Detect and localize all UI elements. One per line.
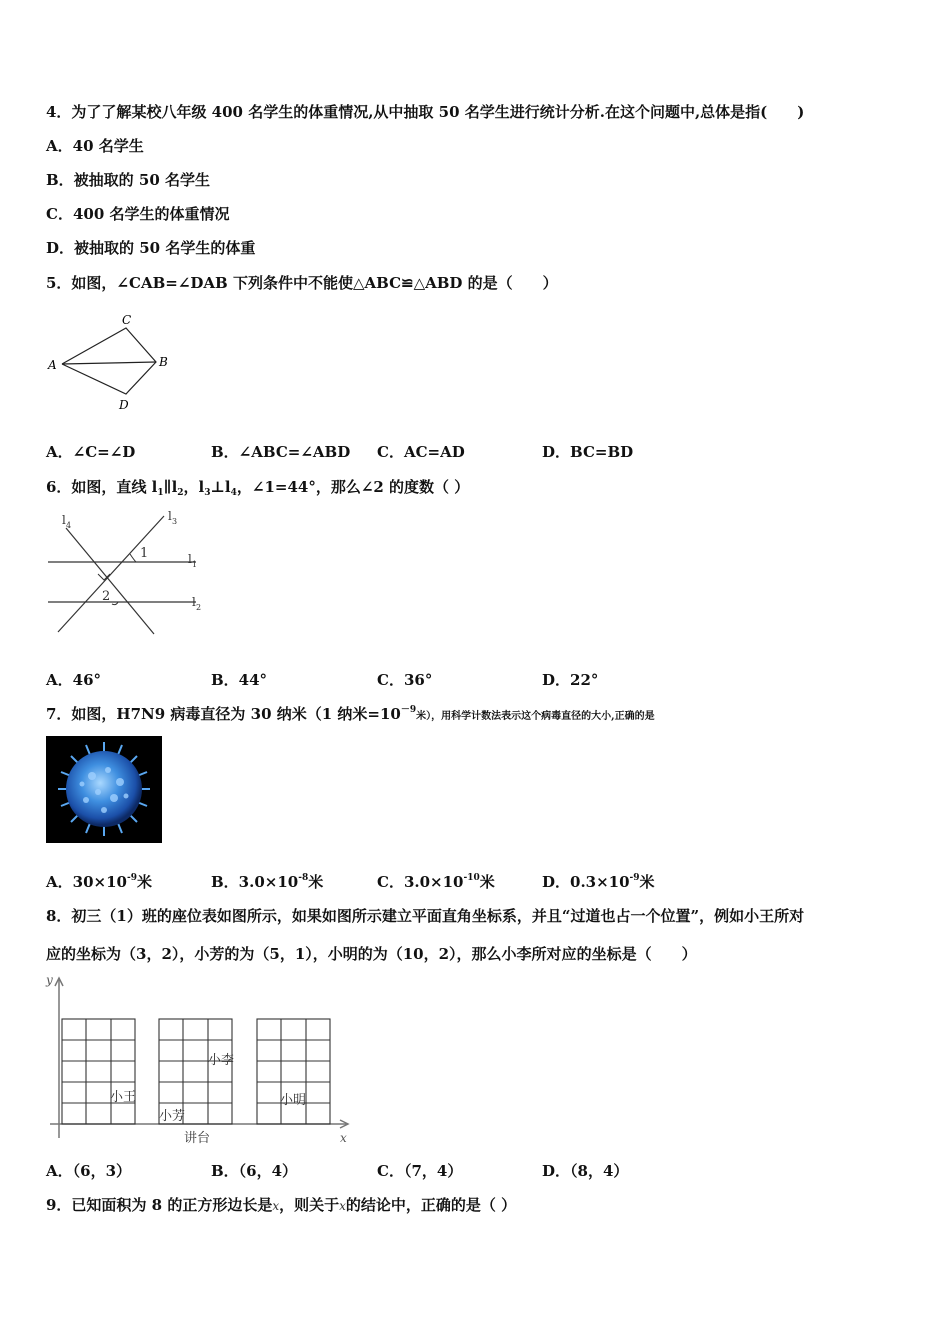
label-l1: l xyxy=(188,552,192,566)
q7-option-d[interactable]: D．$0.3\times 10^{-9}$米 xyxy=(542,873,655,891)
q4-option-c[interactable]: C．400 名学生的体重情况 xyxy=(46,205,230,223)
q4-option-d[interactable]: D．被抽取的 50 名学生的体重 xyxy=(46,239,256,257)
q5-option-a[interactable]: A．∠C=∠D xyxy=(46,443,136,461)
seat-xiaoming: 小明 xyxy=(280,1093,307,1108)
y-axis-label: y xyxy=(46,973,53,987)
q8-option-c[interactable]: C．（7，4） xyxy=(377,1162,463,1180)
q6-lines-figure xyxy=(46,508,211,638)
q4-stem: 4．为了了解某校八年级 400 名学生的体重情况,从中抽取 50 名学生进行统计分析.在这个问题中,总体是指( ) xyxy=(46,103,805,121)
angle-1-label: 1 xyxy=(140,546,149,561)
podium-label: 讲台 xyxy=(184,1131,211,1146)
label-a: A xyxy=(48,358,57,372)
q4-option-a[interactable]: A．40 名学生 xyxy=(46,137,144,155)
q8-option-d[interactable]: D．（8，4） xyxy=(542,1162,629,1180)
q6-option-a[interactable]: A．46° xyxy=(46,671,102,689)
q8-option-a[interactable]: A．（6，3） xyxy=(46,1162,132,1180)
q7-option-c[interactable]: C．$3.0\times 10^{-10}$米 xyxy=(377,873,495,891)
q6-option-c[interactable]: C．36° xyxy=(377,671,433,689)
label-c: C xyxy=(122,313,132,327)
q5-triangle-figure xyxy=(46,310,186,415)
svg-text:4: 4 xyxy=(66,521,72,530)
q5-option-c[interactable]: C．AC=AD xyxy=(377,443,465,461)
label-l3: l xyxy=(168,509,172,523)
label-l4: l xyxy=(62,513,66,527)
q8-seating-figure xyxy=(42,970,362,1148)
q6-stem: 6．如图，直线 $l_1\parallel l_2$，$l_3\perp l_4$，∠1=44°，那么∠2 的度数（ ） xyxy=(46,478,470,498)
q7-option-b[interactable]: B．$3.0\times 10^{-8}$米 xyxy=(211,873,324,891)
seat-xiaowang: 小王 xyxy=(110,1090,137,1105)
label-d: D xyxy=(119,398,129,412)
svg-text:3: 3 xyxy=(172,517,178,526)
q7-option-a[interactable]: A．$30\times 10^{-9}$米 xyxy=(46,873,152,891)
svg-text:1: 1 xyxy=(192,560,198,569)
q8-option-b[interactable]: B．（6，4） xyxy=(211,1162,298,1180)
q5-stem: 5．如图，∠CAB=∠DAB 下列条件中不能使△ABC≌△ABD 的是（ ） xyxy=(46,274,558,292)
q5-option-d[interactable]: D．BC=BD xyxy=(542,443,634,461)
q6-option-d[interactable]: D．22° xyxy=(542,671,599,689)
seat-xiaoli: 小李 xyxy=(208,1053,235,1068)
label-l2: l xyxy=(192,595,196,609)
virus-image xyxy=(46,736,162,843)
q4-option-b[interactable]: B．被抽取的 50 名学生 xyxy=(46,171,210,189)
x-axis-label: x xyxy=(340,1131,347,1145)
label-b: B xyxy=(159,355,168,369)
q8-stem-line2: 应的坐标为（3，2），小芳的为（5，1），小明的为（10，2），那么小李所对应的坐标是（ ） xyxy=(46,945,697,963)
seat-xiaofang: 小芳 xyxy=(159,1109,186,1124)
q7-stem: 7．如图，H7N9 病毒直径为 30 纳米（1 纳米$=10^{-9}$米），用科学计数法表示这个病毒直径的大小,正确的是 xyxy=(46,705,655,723)
svg-text:2: 2 xyxy=(196,603,202,612)
q5-option-b[interactable]: B．∠ABC=∠ABD xyxy=(211,443,351,461)
q8-stem-line1: 8．初三（1）班的座位表如图所示，如果如图所示建立平面直角坐标系，并且“过道也占一个位置”，例如小王所对 xyxy=(46,907,805,925)
q6-option-b[interactable]: B．44° xyxy=(211,671,268,689)
q9-stem: 9．已知面积为 8 的正方形边长是x，则关于x的结论中，正确的是（ ） xyxy=(46,1196,517,1214)
angle-2-label: 2 xyxy=(102,589,111,604)
